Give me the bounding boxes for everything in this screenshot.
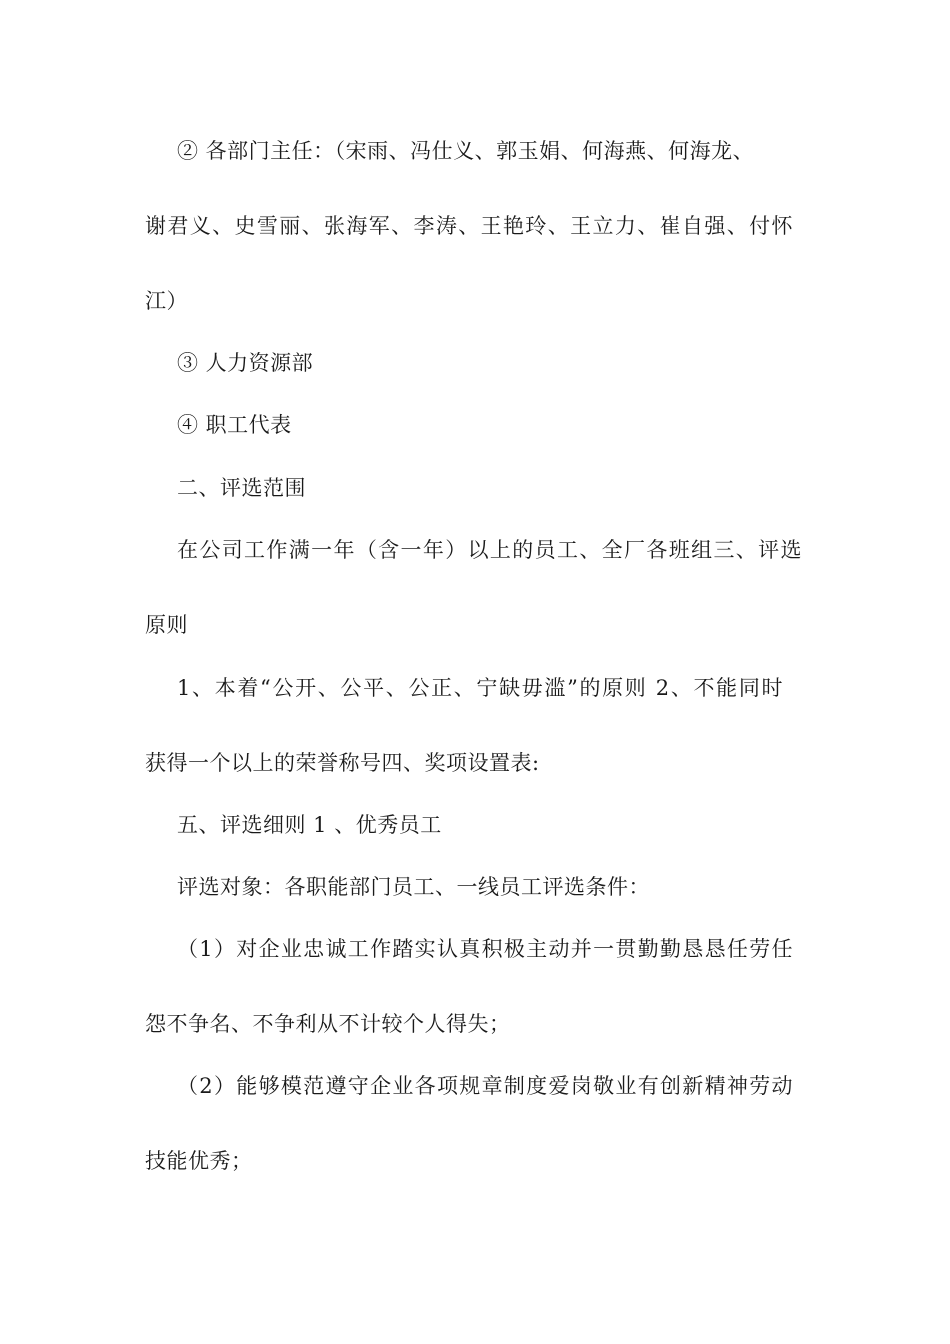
paragraph-line: （2）能够模范遵守企业各项规章制度爱岗敬业有创新精神劳动 [177,1074,793,1098]
paragraph-line: 怨不争名、不争利从不计较个人得失； [145,1012,511,1036]
paragraph-line: 评选对象：各职能部门员工、一线员工评选条件： [177,875,650,899]
paragraph-line: 在公司工作满一年（含一年）以上的员工、全厂各班组三、评选 [177,538,802,562]
paragraph-line: 江） [145,289,188,313]
section-heading: 二、评选范围 [177,476,306,500]
paragraph-line: ③ 人力资源部 [177,351,314,375]
paragraph-line: 1、本着“公开、公平、公正、宁缺毋滥”的原则 2、不能同时 [177,676,783,700]
paragraph-line: （1）对企业忠诚工作踏实认真积极主动并一贯勤勤恳恳任劳任 [177,937,793,961]
paragraph-line: 原则 [145,613,188,637]
paragraph-line: 技能优秀； [145,1149,253,1173]
paragraph-line: ④ 职工代表 [177,413,292,437]
section-heading: 五、评选细则 1 、优秀员工 [177,813,442,837]
paragraph-line: 谢君义、史雪丽、张海军、李涛、王艳玲、王立力、崔自强、付怀 [145,214,793,238]
paragraph-line: ② 各部门主任：（宋雨、冯仕义、郭玉娟、何海燕、何海龙、 [177,139,755,163]
paragraph-line: 获得一个以上的荣誉称号四、奖项设置表: [145,751,540,775]
